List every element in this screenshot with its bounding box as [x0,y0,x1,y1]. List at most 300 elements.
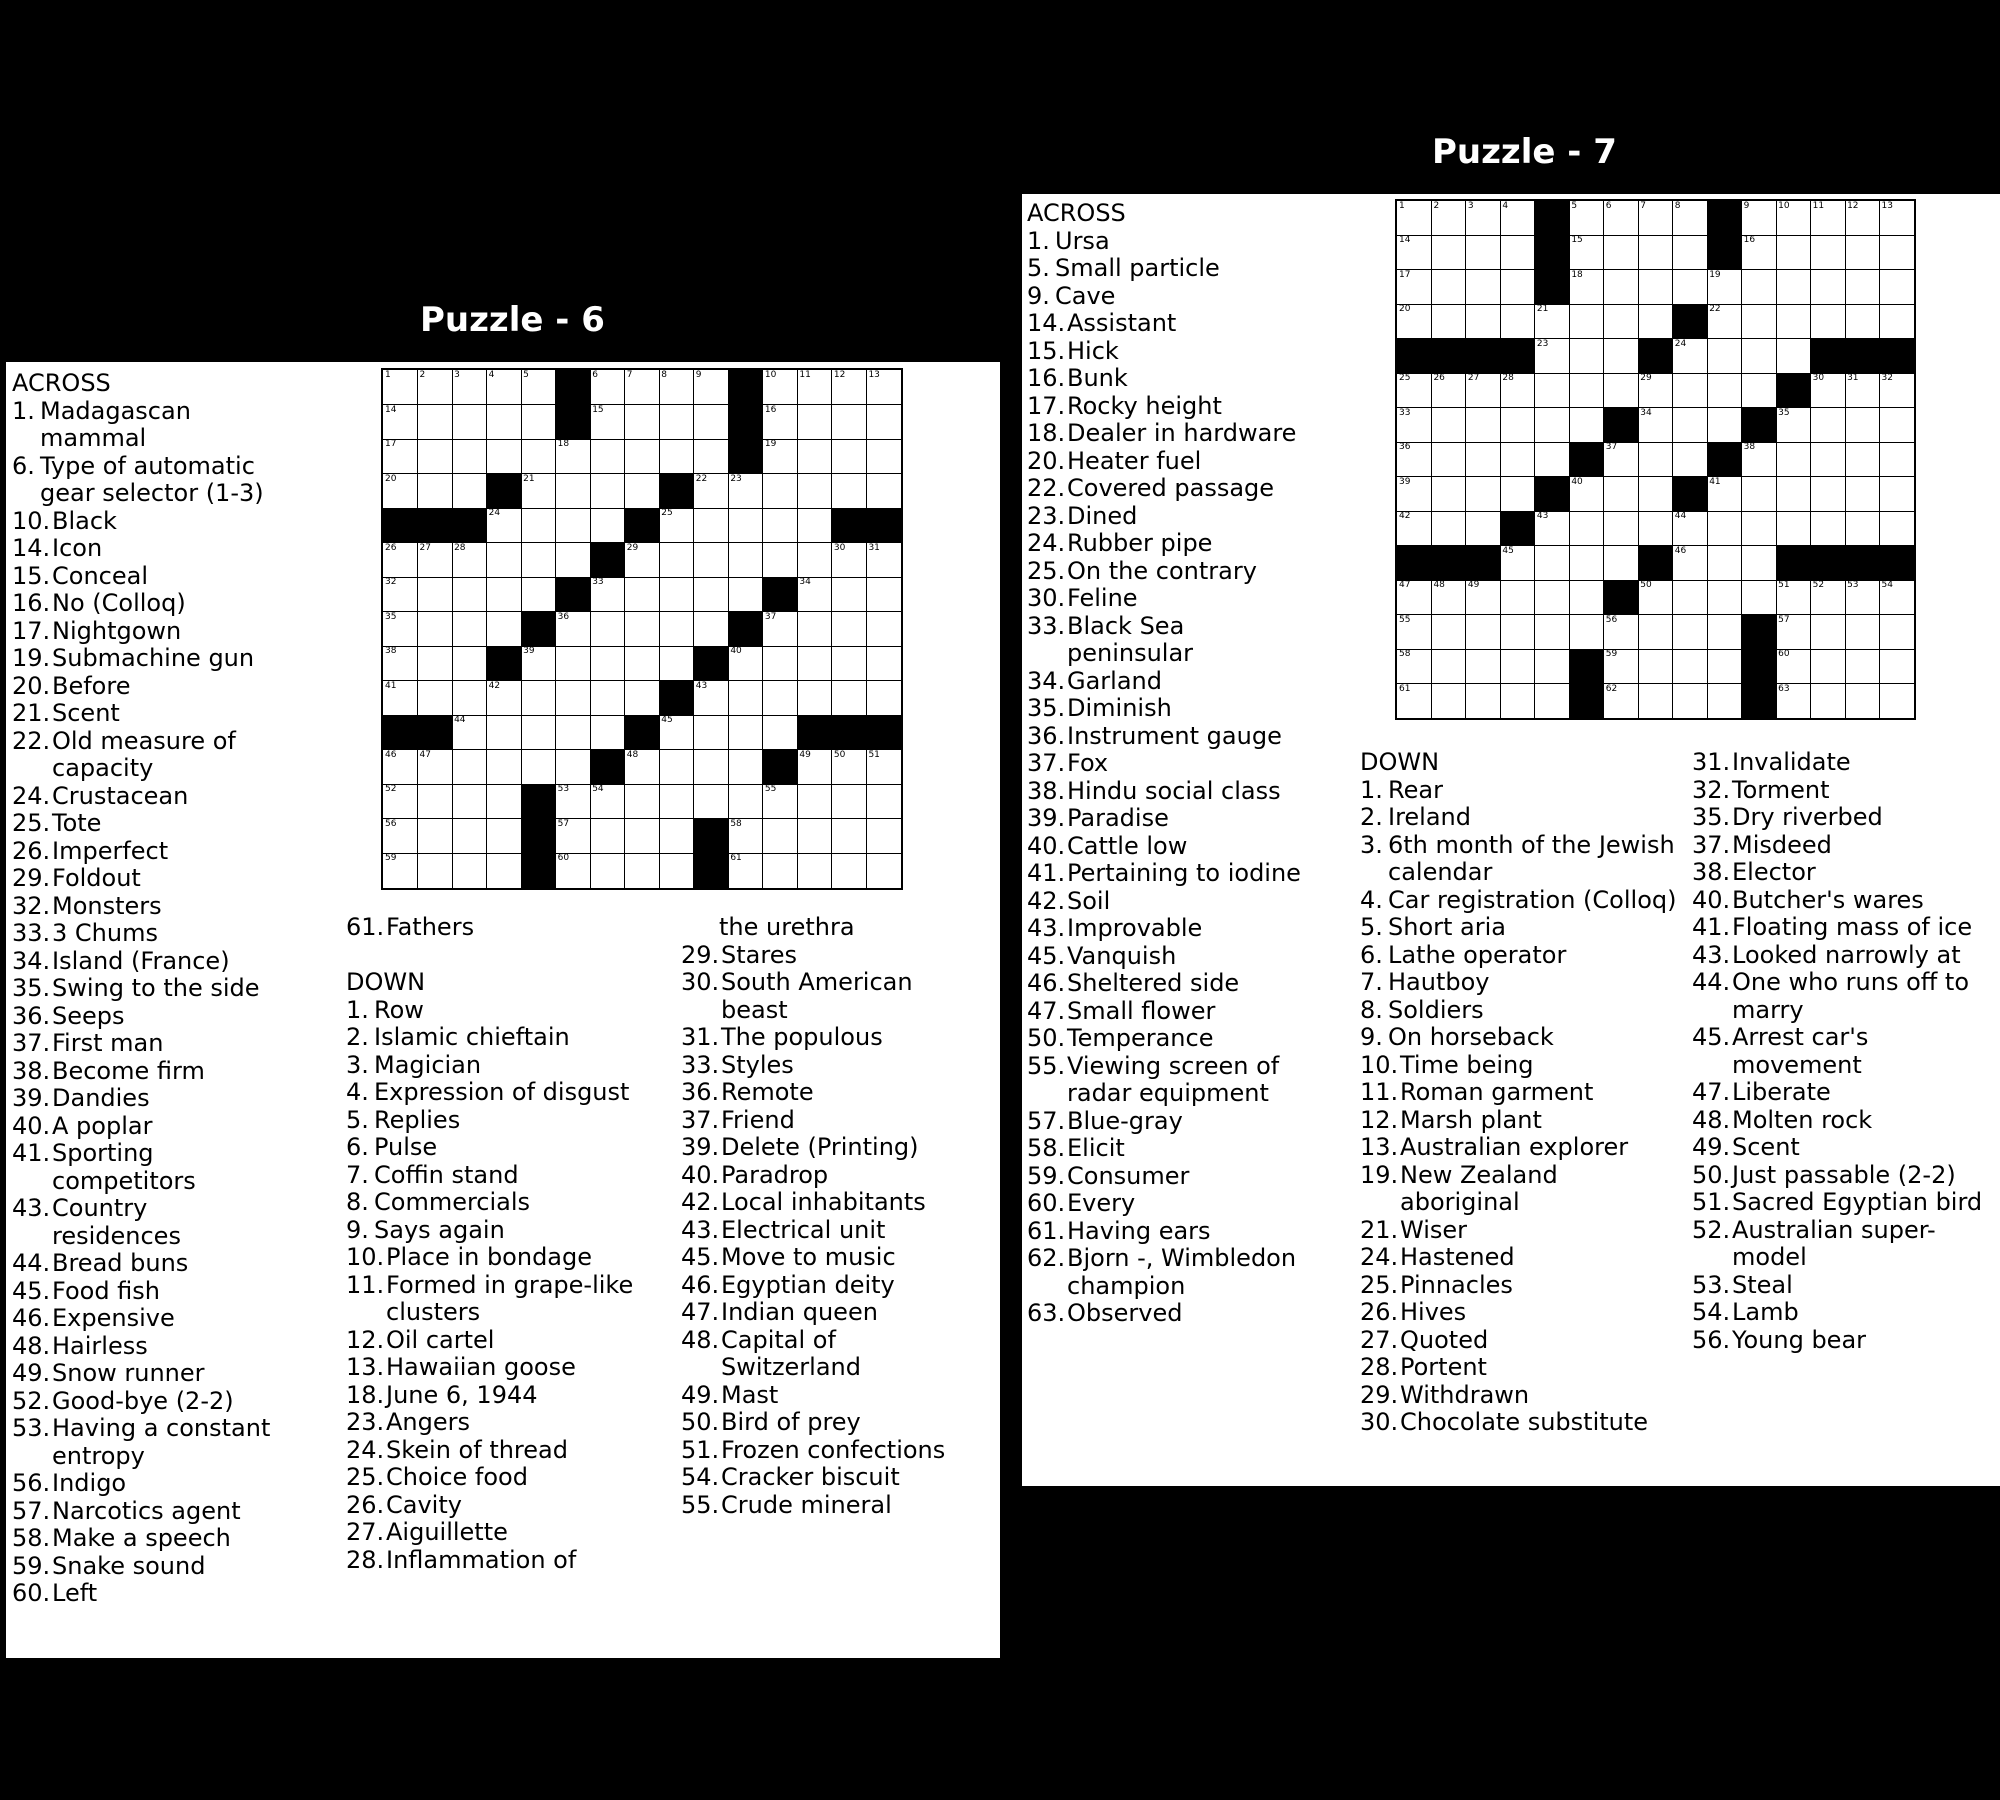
grid-cell[interactable] [1776,235,1811,270]
grid-cell[interactable] [797,784,832,819]
grid-cell[interactable] [1707,546,1742,581]
grid-cell[interactable] [556,543,591,578]
grid-cell[interactable] [832,474,867,509]
grid-cell[interactable] [1638,201,1673,236]
grid-cell[interactable] [1431,270,1466,305]
grid-cell[interactable] [1397,235,1432,270]
grid-cell[interactable] [1638,270,1673,305]
grid-cell[interactable] [383,370,418,405]
grid-cell[interactable] [1811,373,1846,408]
grid-cell[interactable] [625,543,660,578]
grid-cell[interactable] [728,508,763,543]
grid-cell[interactable] [1535,442,1570,477]
grid-cell[interactable] [625,750,660,785]
grid-cell[interactable] [1466,684,1501,718]
grid-cell[interactable] [1397,684,1432,718]
grid-cell[interactable] [556,439,591,474]
grid-cell[interactable] [1569,615,1604,650]
grid-cell[interactable] [1397,304,1432,339]
grid-cell[interactable] [1811,201,1846,236]
grid-cell[interactable] [1673,235,1708,270]
grid-cell[interactable] [1431,373,1466,408]
grid-cell[interactable] [797,750,832,785]
grid-cell[interactable] [383,439,418,474]
grid-cell[interactable] [1569,580,1604,615]
grid-cell[interactable] [866,612,901,647]
grid-cell[interactable] [1742,580,1777,615]
grid-cell[interactable] [1466,373,1501,408]
grid-cell[interactable] [1535,408,1570,443]
grid-cell[interactable] [1466,235,1501,270]
grid-cell[interactable] [763,508,798,543]
grid-cell[interactable] [1742,235,1777,270]
grid-cell[interactable] [1569,235,1604,270]
grid-cell[interactable] [1845,270,1880,305]
grid-cell[interactable] [1500,304,1535,339]
grid-cell[interactable] [418,474,453,509]
grid-cell[interactable] [487,784,522,819]
grid-cell[interactable] [1431,304,1466,339]
grid-cell[interactable] [487,405,522,440]
grid-cell[interactable] [1845,615,1880,650]
grid-cell[interactable] [866,819,901,854]
grid-cell[interactable] [1880,235,1914,270]
grid-cell[interactable] [1707,511,1742,546]
grid-cell[interactable] [383,853,418,888]
grid-cell[interactable] [1776,649,1811,684]
grid-cell[interactable] [625,474,660,509]
grid-cell[interactable] [452,681,487,716]
grid-cell[interactable] [1638,442,1673,477]
grid-cell[interactable] [1535,546,1570,581]
grid-cell[interactable] [1742,270,1777,305]
grid-cell[interactable] [659,543,694,578]
grid-cell[interactable] [418,784,453,819]
grid-cell[interactable] [418,577,453,612]
grid-cell[interactable] [1604,684,1639,718]
grid-cell[interactable] [1431,201,1466,236]
grid-cell[interactable] [1845,649,1880,684]
grid-cell[interactable] [383,819,418,854]
grid-cell[interactable] [1673,442,1708,477]
grid-cell[interactable] [1776,408,1811,443]
grid-cell[interactable] [694,715,729,750]
grid-cell[interactable] [1845,477,1880,512]
grid-cell[interactable] [763,405,798,440]
grid-cell[interactable] [1466,580,1501,615]
grid-cell[interactable] [1742,304,1777,339]
grid-cell[interactable] [1569,201,1604,236]
grid-cell[interactable] [763,681,798,716]
grid-cell[interactable] [659,784,694,819]
grid-cell[interactable] [487,819,522,854]
grid-cell[interactable] [625,819,660,854]
grid-cell[interactable] [1500,684,1535,718]
grid-cell[interactable] [590,577,625,612]
grid-cell[interactable] [728,750,763,785]
grid-cell[interactable] [625,681,660,716]
grid-cell[interactable] [763,474,798,509]
grid-cell[interactable] [1845,304,1880,339]
grid-cell[interactable] [1535,649,1570,684]
grid-cell[interactable] [694,577,729,612]
grid-cell[interactable] [694,681,729,716]
grid-cell[interactable] [556,681,591,716]
grid-cell[interactable] [1673,580,1708,615]
grid-cell[interactable] [1742,339,1777,374]
grid-cell[interactable] [797,681,832,716]
grid-cell[interactable] [383,543,418,578]
grid-cell[interactable] [1397,373,1432,408]
grid-cell[interactable] [418,681,453,716]
grid-cell[interactable] [1466,477,1501,512]
grid-cell[interactable] [1638,615,1673,650]
grid-cell[interactable] [763,543,798,578]
grid-cell[interactable] [1466,270,1501,305]
grid-cell[interactable] [1431,615,1466,650]
grid-cell[interactable] [1811,304,1846,339]
grid-cell[interactable] [1604,546,1639,581]
grid-cell[interactable] [1500,615,1535,650]
grid-cell[interactable] [1466,201,1501,236]
grid-cell[interactable] [659,405,694,440]
grid-cell[interactable] [590,474,625,509]
grid-cell[interactable] [1604,511,1639,546]
grid-cell[interactable] [590,715,625,750]
grid-cell[interactable] [659,577,694,612]
grid-cell[interactable] [832,612,867,647]
grid-cell[interactable] [866,370,901,405]
grid-cell[interactable] [383,577,418,612]
grid-cell[interactable] [832,370,867,405]
grid-cell[interactable] [1707,270,1742,305]
grid-cell[interactable] [1845,684,1880,718]
grid-cell[interactable] [521,543,556,578]
grid-cell[interactable] [763,715,798,750]
grid-cell[interactable] [1880,580,1914,615]
grid-cell[interactable] [1776,511,1811,546]
grid-cell[interactable] [1776,304,1811,339]
grid-cell[interactable] [1880,649,1914,684]
grid-cell[interactable] [590,370,625,405]
grid-cell[interactable] [1880,304,1914,339]
grid-cell[interactable] [1431,408,1466,443]
grid-cell[interactable] [487,577,522,612]
grid-cell[interactable] [728,784,763,819]
grid-cell[interactable] [832,646,867,681]
grid-cell[interactable] [797,577,832,612]
grid-cell[interactable] [1535,339,1570,374]
grid-cell[interactable] [1569,304,1604,339]
grid-cell[interactable] [1397,408,1432,443]
grid-cell[interactable] [590,508,625,543]
grid-cell[interactable] [521,750,556,785]
grid-cell[interactable] [452,612,487,647]
grid-cell[interactable] [1880,270,1914,305]
grid-cell[interactable] [1466,511,1501,546]
grid-cell[interactable] [1880,373,1914,408]
grid-cell[interactable] [521,646,556,681]
grid-cell[interactable] [763,612,798,647]
grid-cell[interactable] [1880,615,1914,650]
grid-cell[interactable] [418,646,453,681]
grid-cell[interactable] [1431,684,1466,718]
grid-cell[interactable] [590,819,625,854]
grid-cell[interactable] [1880,511,1914,546]
grid-cell[interactable] [556,819,591,854]
grid-cell[interactable] [797,612,832,647]
grid-cell[interactable] [659,750,694,785]
grid-cell[interactable] [1845,580,1880,615]
grid-cell[interactable] [659,819,694,854]
grid-cell[interactable] [1638,580,1673,615]
grid-cell[interactable] [728,646,763,681]
grid-cell[interactable] [521,405,556,440]
grid-cell[interactable] [1604,339,1639,374]
grid-cell[interactable] [1811,511,1846,546]
grid-cell[interactable] [694,439,729,474]
grid-cell[interactable] [797,853,832,888]
grid-cell[interactable] [797,370,832,405]
grid-cell[interactable] [1604,373,1639,408]
grid-cell[interactable] [1811,270,1846,305]
grid-cell[interactable] [659,370,694,405]
grid-cell[interactable] [1776,442,1811,477]
grid-cell[interactable] [1707,408,1742,443]
grid-cell[interactable] [797,646,832,681]
grid-cell[interactable] [763,819,798,854]
grid-cell[interactable] [1673,649,1708,684]
grid-cell[interactable] [1466,408,1501,443]
grid-cell[interactable] [659,853,694,888]
grid-cell[interactable] [452,819,487,854]
grid-cell[interactable] [832,819,867,854]
grid-cell[interactable] [1638,649,1673,684]
grid-cell[interactable] [763,439,798,474]
grid-cell[interactable] [1569,270,1604,305]
grid-cell[interactable] [832,577,867,612]
grid-cell[interactable] [487,612,522,647]
grid-cell[interactable] [1638,477,1673,512]
grid-cell[interactable] [1397,580,1432,615]
grid-cell[interactable] [590,681,625,716]
grid-cell[interactable] [1466,442,1501,477]
grid-cell[interactable] [1535,511,1570,546]
grid-cell[interactable] [487,681,522,716]
grid-cell[interactable] [1638,235,1673,270]
grid-cell[interactable] [1673,615,1708,650]
grid-cell[interactable] [521,474,556,509]
grid-cell[interactable] [728,819,763,854]
grid-cell[interactable] [418,543,453,578]
grid-cell[interactable] [866,577,901,612]
grid-cell[interactable] [383,750,418,785]
grid-cell[interactable] [383,474,418,509]
grid-cell[interactable] [1638,304,1673,339]
grid-cell[interactable] [1742,201,1777,236]
grid-cell[interactable] [556,508,591,543]
grid-cell[interactable] [1569,339,1604,374]
grid-cell[interactable] [1811,615,1846,650]
grid-cell[interactable] [1397,615,1432,650]
grid-cell[interactable] [625,784,660,819]
grid-cell[interactable] [452,784,487,819]
grid-cell[interactable] [659,508,694,543]
grid-cell[interactable] [832,784,867,819]
grid-cell[interactable] [763,853,798,888]
grid-cell[interactable] [1673,546,1708,581]
grid-cell[interactable] [1673,339,1708,374]
grid-cell[interactable] [1638,373,1673,408]
grid-cell[interactable] [1604,270,1639,305]
grid-cell[interactable] [1880,201,1914,236]
grid-cell[interactable] [694,474,729,509]
grid-cell[interactable] [590,646,625,681]
grid-cell[interactable] [1845,442,1880,477]
grid-cell[interactable] [556,853,591,888]
grid-cell[interactable] [797,439,832,474]
grid-cell[interactable] [1845,201,1880,236]
grid-cell[interactable] [1707,339,1742,374]
grid-cell[interactable] [832,681,867,716]
grid-cell[interactable] [866,439,901,474]
grid-cell[interactable] [1673,201,1708,236]
grid-cell[interactable] [1707,477,1742,512]
grid-cell[interactable] [1707,649,1742,684]
grid-cell[interactable] [383,612,418,647]
grid-cell[interactable] [1535,580,1570,615]
grid-cell[interactable] [1776,615,1811,650]
grid-cell[interactable] [1569,408,1604,443]
grid-cell[interactable] [1673,270,1708,305]
grid-cell[interactable] [1811,580,1846,615]
grid-cell[interactable] [866,681,901,716]
grid-cell[interactable] [1466,615,1501,650]
grid-cell[interactable] [1742,511,1777,546]
grid-cell[interactable] [1776,580,1811,615]
grid-cell[interactable] [1431,511,1466,546]
grid-cell[interactable] [1742,373,1777,408]
grid-cell[interactable] [866,853,901,888]
grid-cell[interactable] [1569,511,1604,546]
grid-cell[interactable] [1604,235,1639,270]
grid-cell[interactable] [521,715,556,750]
grid-cell[interactable] [866,405,901,440]
grid-cell[interactable] [659,646,694,681]
grid-cell[interactable] [625,646,660,681]
grid-cell[interactable] [521,370,556,405]
grid-cell[interactable] [1500,408,1535,443]
grid-cell[interactable] [797,819,832,854]
grid-cell[interactable] [1535,304,1570,339]
grid-cell[interactable] [1500,235,1535,270]
grid-cell[interactable] [1466,304,1501,339]
grid-cell[interactable] [1535,373,1570,408]
grid-cell[interactable] [556,646,591,681]
grid-cell[interactable] [1638,684,1673,718]
grid-cell[interactable] [866,646,901,681]
grid-cell[interactable] [728,474,763,509]
grid-cell[interactable] [1845,511,1880,546]
grid-cell[interactable] [625,612,660,647]
grid-cell[interactable] [487,370,522,405]
grid-cell[interactable] [556,715,591,750]
grid-cell[interactable] [797,474,832,509]
grid-cell[interactable] [1707,304,1742,339]
grid-cell[interactable] [1397,649,1432,684]
grid-cell[interactable] [556,750,591,785]
grid-cell[interactable] [659,612,694,647]
grid-cell[interactable] [1880,684,1914,718]
grid-cell[interactable] [1466,649,1501,684]
grid-cell[interactable] [1673,684,1708,718]
grid-cell[interactable] [418,405,453,440]
grid-cell[interactable] [556,612,591,647]
grid-cell[interactable] [728,577,763,612]
grid-cell[interactable] [1604,615,1639,650]
grid-cell[interactable] [1500,649,1535,684]
grid-cell[interactable] [383,681,418,716]
grid-cell[interactable] [487,750,522,785]
grid-cell[interactable] [487,439,522,474]
grid-cell[interactable] [1638,511,1673,546]
grid-cell[interactable] [1431,580,1466,615]
grid-cell[interactable] [1500,546,1535,581]
grid-cell[interactable] [763,784,798,819]
grid-cell[interactable] [1397,477,1432,512]
grid-cell[interactable] [694,508,729,543]
grid-cell[interactable] [763,370,798,405]
grid-cell[interactable] [590,612,625,647]
grid-cell[interactable] [1811,442,1846,477]
grid-cell[interactable] [521,681,556,716]
grid-cell[interactable] [521,508,556,543]
grid-cell[interactable] [452,405,487,440]
grid-cell[interactable] [1500,373,1535,408]
grid-cell[interactable] [1811,684,1846,718]
grid-cell[interactable] [625,853,660,888]
grid-cell[interactable] [418,819,453,854]
grid-cell[interactable] [728,681,763,716]
grid-cell[interactable] [383,405,418,440]
grid-cell[interactable] [1673,511,1708,546]
grid-cell[interactable] [1742,477,1777,512]
grid-cell[interactable] [1707,580,1742,615]
grid-cell[interactable] [1604,477,1639,512]
grid-cell[interactable] [1776,684,1811,718]
grid-cell[interactable] [1397,201,1432,236]
grid-cell[interactable] [1397,511,1432,546]
grid-cell[interactable] [452,750,487,785]
grid-cell[interactable] [728,543,763,578]
grid-cell[interactable] [866,750,901,785]
grid-cell[interactable] [1500,580,1535,615]
grid-cell[interactable] [521,577,556,612]
puzzle-6-grid[interactable] [381,368,903,890]
grid-cell[interactable] [590,784,625,819]
grid-cell[interactable] [1673,408,1708,443]
grid-cell[interactable] [1569,477,1604,512]
grid-cell[interactable] [1500,201,1535,236]
grid-cell[interactable] [1811,235,1846,270]
grid-cell[interactable] [452,853,487,888]
grid-cell[interactable] [1707,373,1742,408]
grid-cell[interactable] [556,474,591,509]
grid-cell[interactable] [866,474,901,509]
grid-cell[interactable] [521,439,556,474]
grid-cell[interactable] [694,543,729,578]
grid-cell[interactable] [1776,339,1811,374]
